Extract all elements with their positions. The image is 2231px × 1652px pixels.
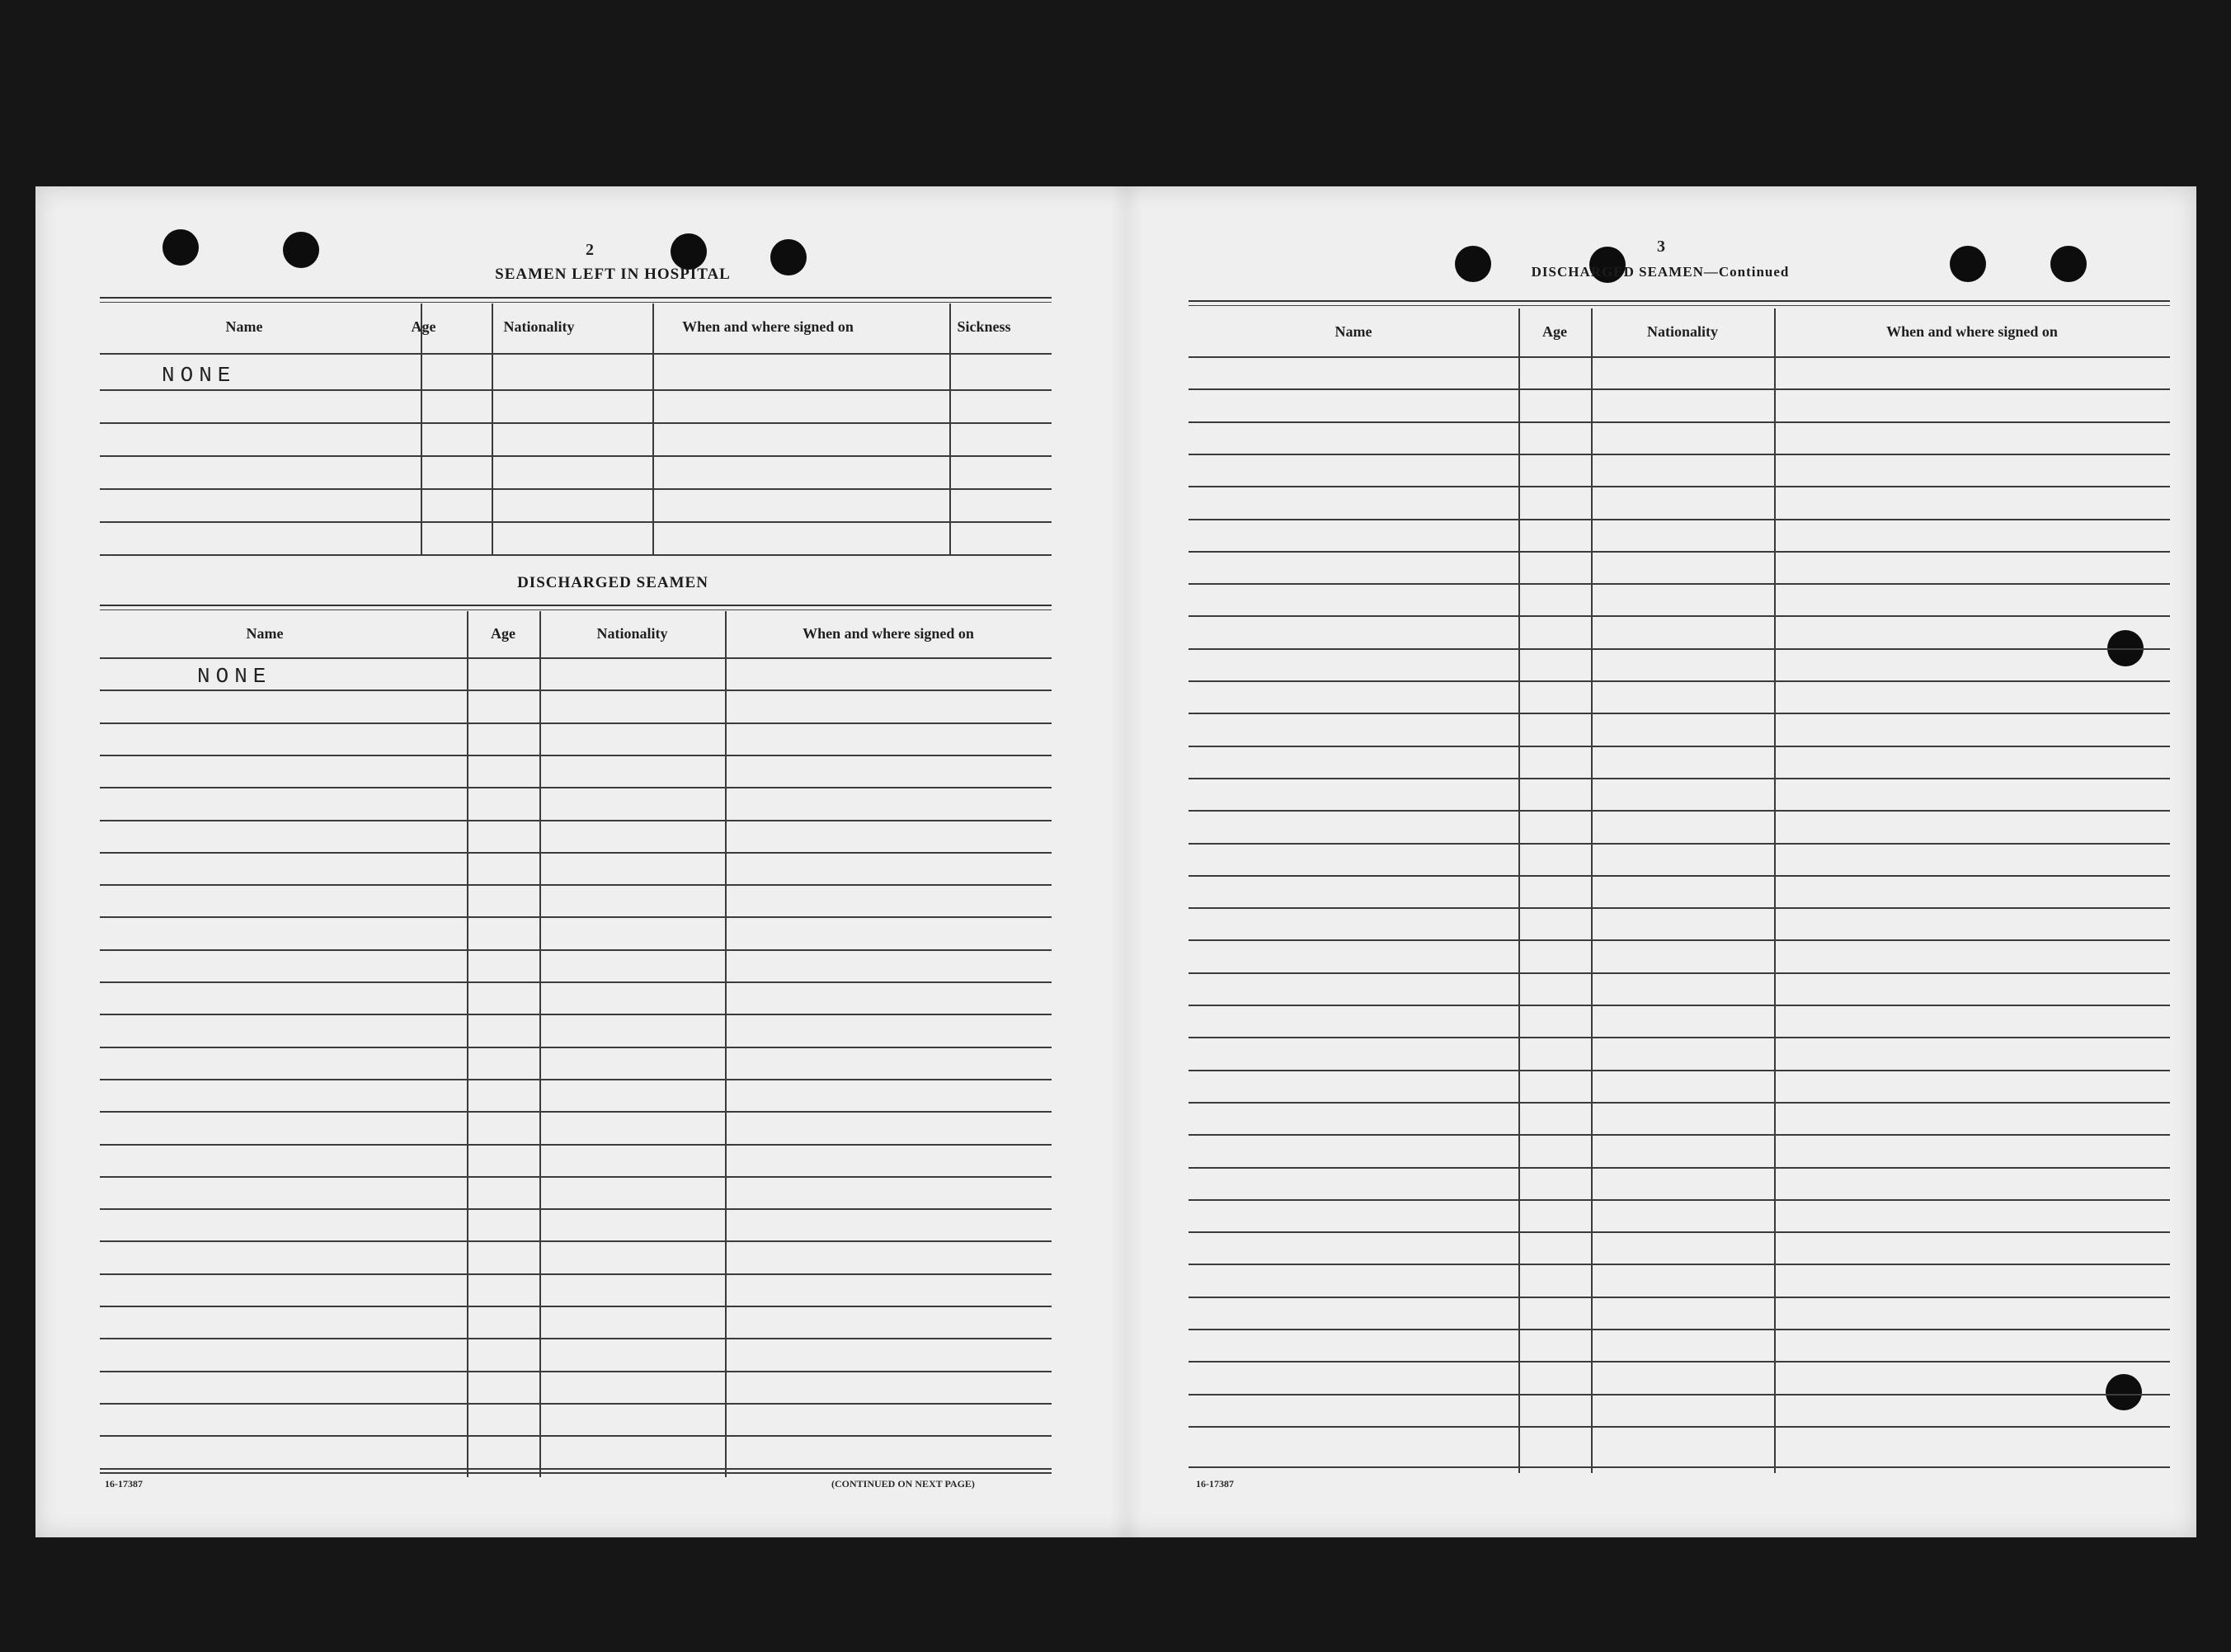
ruled-line: [1188, 648, 2170, 650]
page-number-left: 2: [586, 241, 594, 259]
ruled-line: [1188, 939, 2170, 941]
ruled-line: [100, 1338, 1052, 1339]
ruled-line: [1188, 356, 2170, 358]
ruled-line: [100, 1176, 1052, 1178]
center-fold: [1110, 186, 1143, 1537]
hospital-col-signed-on: When and where signed on: [682, 318, 854, 335]
ruled-line: [100, 1014, 1052, 1015]
ruled-line: [100, 1403, 1052, 1405]
ruled-line: [100, 1468, 1052, 1470]
ruled-line: [100, 1371, 1052, 1372]
discharged-col-age: Age: [491, 625, 515, 642]
document-sheet: [35, 186, 2196, 1537]
ruled-line: [1188, 519, 2170, 520]
ruled-line: [100, 1208, 1052, 1210]
ruled-line: [1188, 810, 2170, 812]
right-col-nationality: Nationality: [1646, 323, 1718, 340]
ruled-line: [100, 852, 1052, 854]
discharged-table-right: [1188, 300, 2170, 1488]
discharged-col-name: Name: [246, 625, 284, 642]
form-number-right: 16-17387: [1196, 1478, 1234, 1490]
punch-hole: [2050, 246, 2087, 282]
ruled-line: [100, 916, 1052, 918]
punch-hole: [671, 233, 707, 270]
ruled-line: [1188, 615, 2170, 617]
ruled-line: [1188, 1361, 2170, 1363]
ruled-line: [1188, 1070, 2170, 1071]
punch-hole: [162, 229, 199, 266]
ruled-line: [1188, 1297, 2170, 1298]
hospital-col-sickness: Sickness: [957, 318, 1011, 335]
discharged-section-title: DISCHARGED SEAMEN: [517, 574, 708, 591]
ruled-line: [1188, 454, 2170, 455]
punch-hole: [1950, 246, 1986, 282]
hospital-col-nationality: Nationality: [503, 318, 575, 335]
ruled-line: [100, 820, 1052, 821]
hospital-col-age: Age: [411, 318, 436, 335]
ruled-line: [1188, 1134, 2170, 1136]
continued-note: (CONTINUED ON NEXT PAGE): [831, 1478, 975, 1490]
ruled-line: [100, 1079, 1052, 1080]
ruled-line: [1188, 713, 2170, 714]
ruled-line: [1188, 1005, 2170, 1006]
ruled-line: [1188, 486, 2170, 487]
ruled-line: [1188, 1426, 2170, 1428]
ruled-line: [100, 1047, 1052, 1048]
ruled-line: [100, 657, 1052, 659]
ruled-line: [100, 1111, 1052, 1113]
ruled-line: [100, 722, 1052, 724]
punch-hole: [283, 232, 319, 268]
right-section-title: DISCHARGED SEAMEN—Continued: [1531, 264, 1790, 280]
hospital-entry: NONE: [162, 363, 237, 388]
ruled-line: [100, 981, 1052, 983]
ruled-line: [1188, 972, 2170, 974]
ruled-line: [100, 755, 1052, 756]
ruled-line: [100, 1435, 1052, 1437]
ruled-line: [100, 1306, 1052, 1307]
ruled-line: [1188, 388, 2170, 390]
ruled-line: [1188, 1199, 2170, 1201]
right-col-name: Name: [1334, 323, 1372, 340]
ruled-line: [1188, 551, 2170, 553]
ruled-line: [1188, 583, 2170, 585]
ruled-line: [100, 949, 1052, 951]
ruled-line: [100, 1472, 1052, 1474]
ruled-line: [1188, 1394, 2170, 1395]
discharged-table-left: [100, 605, 1052, 1495]
ruled-line: [100, 690, 1052, 691]
form-number-left: 16-17387: [105, 1478, 143, 1490]
ruled-line: [1188, 1329, 2170, 1330]
right-col-signed-on: When and where signed on: [1886, 323, 2058, 340]
ruled-line: [100, 1273, 1052, 1275]
ruled-line: [100, 1240, 1052, 1242]
ruled-line: [1188, 1167, 2170, 1169]
ruled-line: [1188, 778, 2170, 779]
right-col-age: Age: [1542, 323, 1567, 340]
page-number-right: 3: [1657, 238, 1665, 256]
ruled-line: [1188, 1231, 2170, 1233]
ruled-line: [1188, 1102, 2170, 1104]
hospital-col-name: Name: [225, 318, 263, 335]
ruled-line: [1188, 421, 2170, 423]
ruled-line: [1188, 1037, 2170, 1038]
ruled-line: [100, 787, 1052, 788]
ruled-line: [1188, 680, 2170, 682]
discharged-col-nationality: Nationality: [596, 625, 668, 642]
ruled-line: [1188, 1264, 2170, 1265]
ruled-line: [1188, 1466, 2170, 1468]
ruled-line: [100, 1144, 1052, 1146]
ruled-line: [1188, 746, 2170, 747]
discharged-col-signed-on: When and where signed on: [803, 625, 974, 642]
ruled-line: [100, 884, 1052, 886]
discharged-entry: NONE: [197, 664, 272, 689]
ruled-line: [1188, 907, 2170, 909]
ruled-line: [1188, 875, 2170, 877]
hospital-section-title: SEAMEN LEFT IN HOSPITAL: [495, 266, 731, 283]
ruled-line: [1188, 843, 2170, 845]
